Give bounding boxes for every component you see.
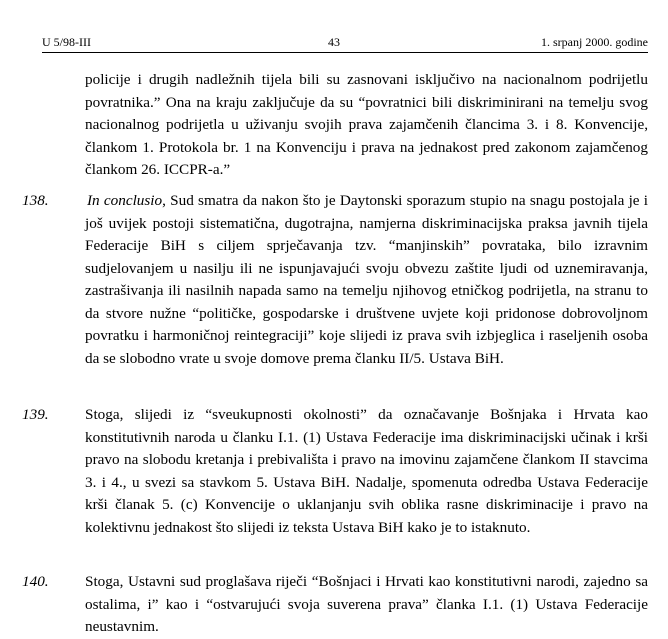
paragraph-text: Stoga, slijedi iz “sveukupnosti okolnosti” da označavanje Bošnjaka i Hrvata kao konstitutivnih naroda u članku I.1. (1) Ustava Federacije ima diskriminacijski učinak i krši pravo na slobodu kretanja i prebivališta i pravo na imovinu zajamčene člankom II stavcima 3. i 4., u svezi sa stavkom 5. Ustava BiH. Nadalje, spomenuta odredba Ustava Federacije krši članak 5. (c) Konvencije o uklanjanju svih oblika rasne diskriminacije i pravo na kolektivnu jednakost što slijedi iz teksta Ustava BiH kako je to istaknuto. <box>85 406 648 536</box>
case-number: U 5/98-III <box>42 35 91 49</box>
page-number: 43 <box>328 35 340 49</box>
header-date: 1. srpanj 2000. godine <box>541 35 648 49</box>
paragraph-text: , Sud smatra da nakon što je Daytonski sporazum stupio na snagu postojala je i još uvijek postoji sistematična, dugotrajna, namjerna diskriminacijska praksa javnih tijela Federacije BiH s ciljem sprječavanja tzv. “manjinskih” povrataka, bilo izravnim sudjelovanjem u nasilju ili ne ispunjavajući svoju obvezu zaštite ljudi od uznemiravanja, zastrašivanja ili nasilnih napada samo na temelju njihovog etničkog podrijetla, na stranu to da stvore nužne “političke, gospodarske i društvene uvjete koji pridonose dobrovoljnom povratku i harmoničnoj reintegraciji” koje slijedi iz prava svih izbjeglica i raseljenih osoba da se slobodno vrate u svoje domove prema članku II/5. Ustava BiH. <box>85 192 649 367</box>
header-rule <box>42 52 648 53</box>
paragraph-139 <box>85 404 648 539</box>
paragraph-number: 139. <box>22 406 49 423</box>
intro-text: policije i drugih nadležnih tijela bili su zasnovani isključivo na nacionalnom podrijetlu povratnika.” Ona na kraju zaključuje da su “povratnici bili diskriminirani na temelju svog nacionalnog podrijetla u uživanju svojih prava zajamčenih člancima 3. i 8. Konvencije, člankom 1. Protokola br. 1 na Konvenciju i prava na jednakost pred zakonom zajamčenog člankom 26. ICCPR-a.” <box>85 71 648 178</box>
paragraph-138 <box>85 190 648 370</box>
latin-phrase: In conclusio <box>87 192 163 209</box>
paragraph-number: 138. <box>22 192 49 209</box>
paragraph-text: Stoga, Ustavni sud proglašava riječi “Bošnjaci i Hrvati kao konstitutivni narodi, zajedno sa ostalima, i” kao i “ostvarujući svoja suverena prava” članka I.1. (1) Ustava Federacije neustavnim. <box>85 573 648 635</box>
paragraph-number: 140. <box>22 573 49 590</box>
paragraph-140 <box>85 571 648 639</box>
intro-paragraph <box>85 69 648 182</box>
